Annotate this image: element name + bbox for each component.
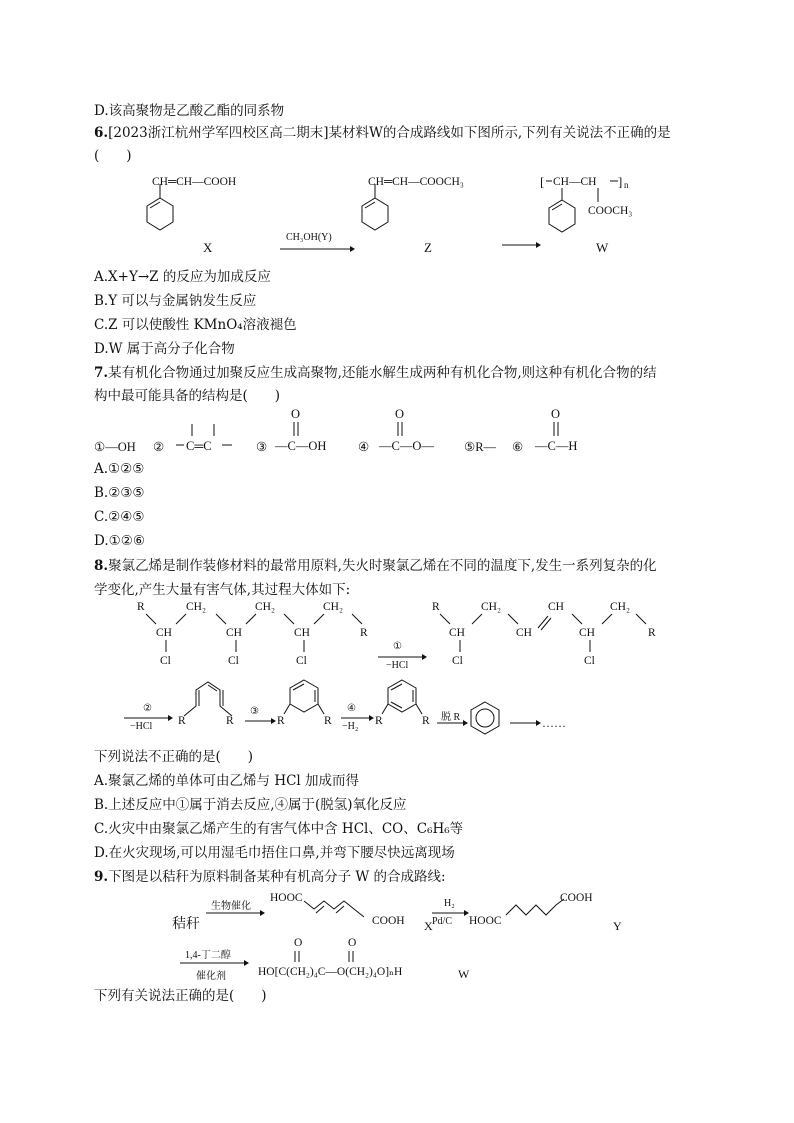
q7-group-4-o: O	[395, 407, 405, 421]
q5-option-d: D.该高聚物是乙酸乙酯的同系物	[94, 103, 285, 119]
q6-w-chain: CH—CH	[553, 176, 597, 188]
q8-cl-2: Cl	[228, 655, 239, 667]
q7-option-c: C.②④⑤	[94, 509, 145, 525]
q8-text-1: 聚氯乙烯是制作装修材料的最常用原料,失火时聚氯乙烯在不同的温度下,发生一系列复杂的化	[108, 558, 657, 574]
q9-x-bonds	[300, 895, 380, 925]
q9-y-label: Y	[613, 919, 622, 933]
q7-group-3-dbl	[290, 420, 302, 438]
q7-group-3-num: ③	[256, 440, 268, 454]
q7-text-1: 某有机化合物通过加聚反应生成高聚物,还能水解生成两种有机化合物,则这种有机化合物的结	[108, 365, 657, 381]
q8-step-2-hcl: −HCl	[130, 721, 153, 732]
q9-number: 9.	[94, 869, 109, 885]
q8-ch-6: CH	[516, 627, 532, 639]
q8-option-d: D.在火灾现场,可以用湿毛巾捂住口鼻,并弯下腰尽快远离现场	[94, 845, 455, 861]
q8-option-b: B.上述反应中①属于消去反应,④属于(脱氢)氧化反应	[94, 797, 407, 813]
q8-r-8: R	[422, 715, 430, 727]
q8-step-4: ④	[347, 703, 356, 714]
q7-number: 7.	[94, 365, 109, 381]
q9-straw: 秸秆	[172, 916, 200, 932]
svg-text:]: ]	[618, 174, 623, 189]
q8-option-a: A.聚氯乙烯的单体可由乙烯与 HCl 加成而得	[94, 773, 360, 789]
q9-bio-catalysis: 生物催化	[211, 901, 251, 912]
q8-triene	[178, 676, 248, 726]
q7-group-3-o: O	[291, 407, 301, 421]
q7-group-4-dbl	[394, 420, 406, 438]
q7-group-6-num: ⑥	[512, 440, 524, 454]
q8-step-1: ①	[393, 641, 402, 652]
q7-stem-2: 构中最可能具备的结构是( )	[94, 388, 281, 404]
q8-ch-4: CH	[548, 601, 564, 613]
q8-number: 8.	[94, 558, 109, 574]
q8-arrow-3	[245, 717, 277, 725]
q6-option-c: C.Z 可以使酸性 KMnO₄溶液褪色	[94, 317, 297, 333]
q9-x-label: X	[424, 919, 433, 933]
q8-ch2-5: CH₂	[610, 601, 630, 613]
q8-cl-4: Cl	[452, 655, 463, 667]
q9-w-o-2: O	[348, 937, 357, 949]
q9-diol: 1,4-丁二醇	[185, 950, 231, 961]
q9-x-cooh: COOH	[372, 915, 405, 927]
q9-text: 下图是以秸秆为原料制备某种有机高分子 W 的合成路线:	[108, 869, 446, 885]
q6-text: [2023浙江杭州学军四校区高二期末]某材料W的合成路线如下图所示,下列有关说法不正确的是	[108, 125, 671, 141]
q9-h2: H₂	[444, 898, 455, 909]
q8-option-c: C.火灾中由聚氯乙烯产生的有害气体中含 HCl、CO、C₆H₆等	[94, 821, 464, 837]
q8-ch2-3: CH₂	[323, 601, 343, 613]
q7-group-6-dbl	[550, 420, 562, 438]
q6-reagent: CH₃OH(Y)	[286, 232, 332, 243]
q8-r-6: R	[324, 715, 332, 727]
q8-cl-3: Cl	[296, 655, 307, 667]
q8-arrow-6	[510, 719, 542, 727]
q7-group-1: ①—OH	[94, 440, 136, 454]
q8-ch-2: CH	[226, 627, 242, 639]
q9-pdc: Pd/C	[432, 916, 453, 927]
q7-group-6: —C—H	[535, 439, 578, 453]
q9-y-hooc: HOOC	[469, 915, 502, 927]
q8-step-5: 脱 R	[441, 712, 461, 723]
q8-arrow-5	[437, 719, 469, 727]
q8-step-4-h2: −H₂	[342, 721, 359, 732]
q9-w-label: W	[458, 967, 470, 981]
q6-x-chain: CH═CH—COOH	[152, 176, 237, 188]
q7-option-d: D.①②⑥	[94, 533, 145, 549]
q6-paren: ( )	[94, 148, 132, 164]
q8-cl-5: Cl	[584, 655, 595, 667]
q8-ch-3: CH	[294, 627, 310, 639]
q7-group-6-o: O	[551, 407, 561, 421]
q6-arrow-zw	[502, 241, 542, 249]
q8-ellipsis: ……	[542, 716, 566, 730]
q8-r-right-1: R	[360, 627, 368, 639]
q7-group-5: ⑤R—	[464, 440, 497, 454]
q8-step-3: ③	[250, 706, 259, 717]
q8-ch-7: CH	[579, 627, 595, 639]
q6-option-b: B.Y 可以与金属钠发生反应	[94, 293, 257, 309]
q7-group-2: C═C	[186, 439, 212, 453]
q6-option-a: A.X+Y→Z 的反应为加成反应	[94, 269, 271, 285]
q9-y-cooh: COOH	[560, 892, 593, 904]
q8-stem-1	[94, 557, 657, 575]
q7-group-4: —C—O—	[379, 439, 434, 453]
q6-w-ester: COOCH₃	[588, 205, 633, 217]
q9-x-hooc: HOOC	[270, 892, 303, 904]
q8-r-right-2: R	[648, 627, 656, 639]
q6-x-label: X	[203, 240, 213, 255]
q8-ch2-4: CH₂	[481, 601, 501, 613]
q9-arrow-1	[206, 909, 266, 917]
q7-option-a: A.①②⑤	[94, 461, 145, 477]
q8-cl-1: Cl	[160, 655, 171, 667]
q9-arrow-3	[180, 959, 250, 967]
q8-benzene	[468, 700, 508, 740]
q8-r-5: R	[277, 715, 285, 727]
q7-option-b: B.②③⑤	[94, 485, 145, 501]
q6-w-label: W	[596, 240, 609, 255]
q8-stem-2: 学变化,产生大量有害气体,其过程大体如下:	[94, 582, 351, 598]
q7-group-4-num: ④	[358, 440, 370, 454]
q7-stem-1	[94, 364, 657, 382]
q6-w-n: n	[624, 180, 629, 190]
q9-question: 下列有关说法正确的是( )	[94, 988, 267, 1004]
svg-text:[: [	[540, 174, 545, 189]
q9-polymer: HO[C(CH₂)₄C—O(CH₂)₄O]ₙH	[258, 966, 403, 978]
q6-number: 6.	[94, 125, 109, 141]
q8-r-left-1: R	[137, 601, 145, 613]
q8-r-left-2: R	[432, 601, 440, 613]
q8-r-3: R	[178, 715, 186, 727]
q9-w-dbl	[293, 950, 363, 964]
q9-catalyst: 催化剂	[196, 971, 226, 982]
q6-stem	[94, 124, 671, 142]
q8-ch-1: CH	[156, 627, 172, 639]
q6-arrow-xz	[280, 245, 355, 253]
q9-stem	[94, 868, 446, 886]
q8-ch2-2: CH₂	[255, 601, 275, 613]
q8-step-2: ②	[143, 703, 152, 714]
q8-ch2-1: CH₂	[186, 601, 206, 613]
q6-z-label: Z	[424, 240, 432, 255]
q9-w-o-1: O	[294, 937, 303, 949]
q6-z-chain: CH═CH—COOCH₃	[368, 176, 464, 188]
q8-question: 下列说法不正确的是( )	[94, 749, 254, 765]
q8-r-4: R	[226, 715, 234, 727]
q8-step-1-hcl: −HCl	[386, 660, 409, 671]
q8-r-7: R	[375, 715, 383, 727]
q7-group-2-num: ②	[153, 440, 165, 454]
q6-option-d: D.W 属于高分子化合物	[94, 341, 235, 357]
q8-ch-5: CH	[449, 627, 465, 639]
q7-group-3: —C—OH	[275, 439, 327, 453]
